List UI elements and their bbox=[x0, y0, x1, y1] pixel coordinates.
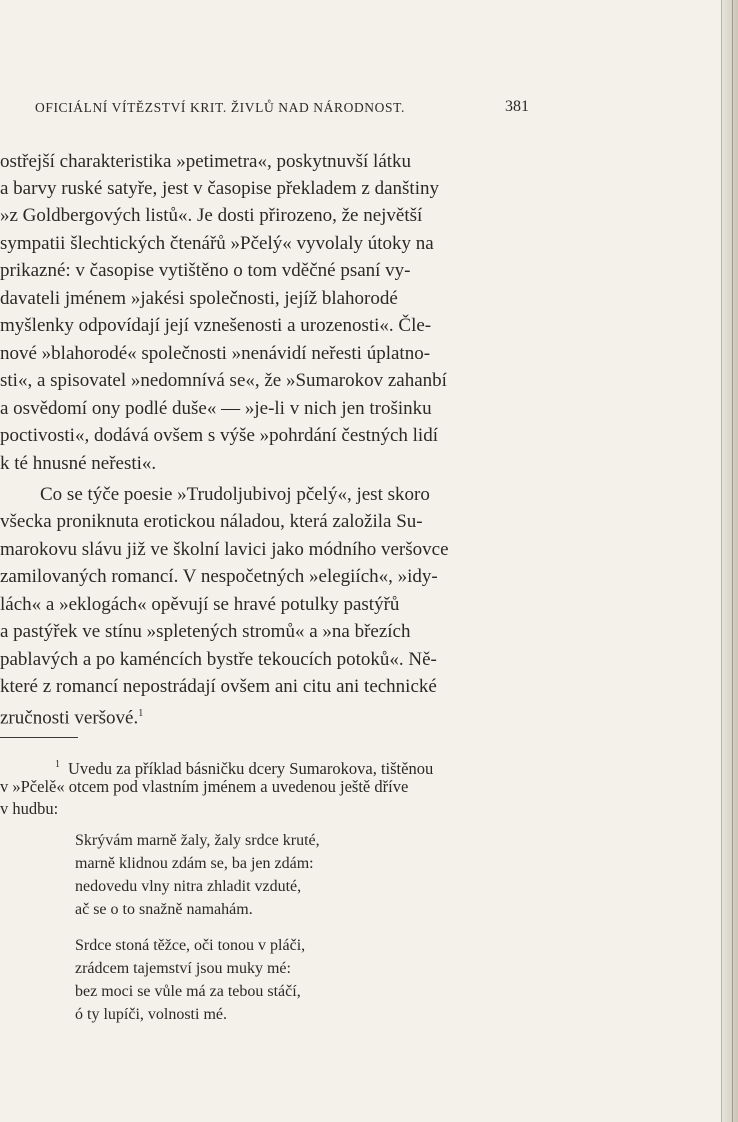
page-edge-line bbox=[732, 0, 733, 1122]
text-line: marokovu slávu již ve školní lavici jako módního veršovce bbox=[0, 539, 449, 560]
footnote-reference: 1 bbox=[138, 708, 144, 719]
text-line: myšlenky odpovídají její vznešenosti a urozenosti«. Čle- bbox=[0, 315, 432, 336]
poem-line: ó ty lupíči, volnosti mé. bbox=[75, 1006, 227, 1023]
text-line: a pastýřek ve stínu »spletených stromů« a »na březích bbox=[0, 621, 411, 642]
text-line: sti«, a spisovatel »nedomnívá se«, že »Sumarokov zahanbí bbox=[0, 370, 447, 391]
footnote-divider bbox=[0, 737, 78, 738]
footnote-line: v »Pčelě« otcem pod vlastním jménem a uvedenou ještě dříve bbox=[0, 777, 409, 796]
text-line: pablavých a po kaméncích bystře tekoucích potoků«. Ně- bbox=[0, 649, 437, 670]
paragraph-first-line: Co se týče poesie »Trudoljubivoj pčelý«, jest skoro bbox=[40, 484, 430, 505]
footnote-marker: 1 bbox=[55, 759, 60, 770]
text-line: prikazné: v časopise vytištěno o tom vděčné psaní vy- bbox=[0, 260, 411, 281]
text-line: poctivosti«, dodává ovšem s výše »pohrdání čestných lidí bbox=[0, 425, 438, 446]
poem-line: bez moci se vůle má za tebou stáčí, bbox=[75, 983, 301, 1000]
text-line: všecka proniknuta erotickou náladou, která založila Su- bbox=[0, 511, 423, 532]
footnote-text: Uvedu za příklad básničku dcery Sumarokova, tištěnou bbox=[68, 758, 434, 778]
text-line: sympatii šlechtických čtenářů »Pčelý« vyvolaly útoky na bbox=[0, 233, 434, 254]
poem-line: zrádcem tajemství jsou muky mé: bbox=[75, 960, 291, 977]
footnote-line: v hudbu: bbox=[0, 799, 59, 818]
page-edge bbox=[721, 0, 738, 1122]
text-line: které z romancí nepostrádají ovšem ani citu ani technické bbox=[0, 676, 437, 697]
text-line: lách« a »eklogách« opěvují se hravé potulky pastýřů bbox=[0, 594, 400, 615]
text-line: »z Goldbergových listů«. Je dosti přirozeno, že největší bbox=[0, 205, 423, 226]
text-line: nové »blahorodé« společnosti »nenávidí neřesti úplatno- bbox=[0, 343, 431, 364]
header-title: OFICIÁLNÍ VÍTĚZSTVÍ KRIT. ŽIVLŮ NAD NÁRODNOST. bbox=[35, 100, 405, 115]
text-line: a barvy ruské satyře, jest v časopise překladem z danštiny bbox=[0, 178, 439, 199]
footnote-first-line bbox=[55, 754, 615, 776]
text-line: ostřejší charakteristika »petimetra«, poskytnuvší látku bbox=[0, 151, 412, 172]
poem-line: ač se o to snažně namahám. bbox=[75, 901, 253, 918]
text-line-content: zručnosti veršové. bbox=[0, 707, 139, 729]
running-header bbox=[35, 100, 545, 124]
poem-line: Skrývám marně žaly, žaly srdce kruté, bbox=[75, 832, 320, 849]
poem-line: nedovedu vlny nitra zhladit vzduté, bbox=[75, 878, 302, 895]
text-line: davateli jménem »jakési společnosti, jejíž blahorodé bbox=[0, 288, 398, 309]
poem-line: Srdce stoná těžce, oči tonou v pláči, bbox=[75, 937, 306, 954]
text-line: zamilovaných romancí. V nespočetných »elegiích«, »idy- bbox=[0, 566, 438, 587]
text-line: a osvědomí ony podlé duše« — »je-li v nich jen trošinku bbox=[0, 398, 432, 419]
text-line: k té hnusné neřesti«. bbox=[0, 453, 157, 474]
poem-line: marně klidnou zdám se, ba jen zdám: bbox=[75, 855, 314, 872]
text-line-with-footnote-ref bbox=[0, 701, 560, 727]
page-number: 381 bbox=[505, 98, 529, 115]
